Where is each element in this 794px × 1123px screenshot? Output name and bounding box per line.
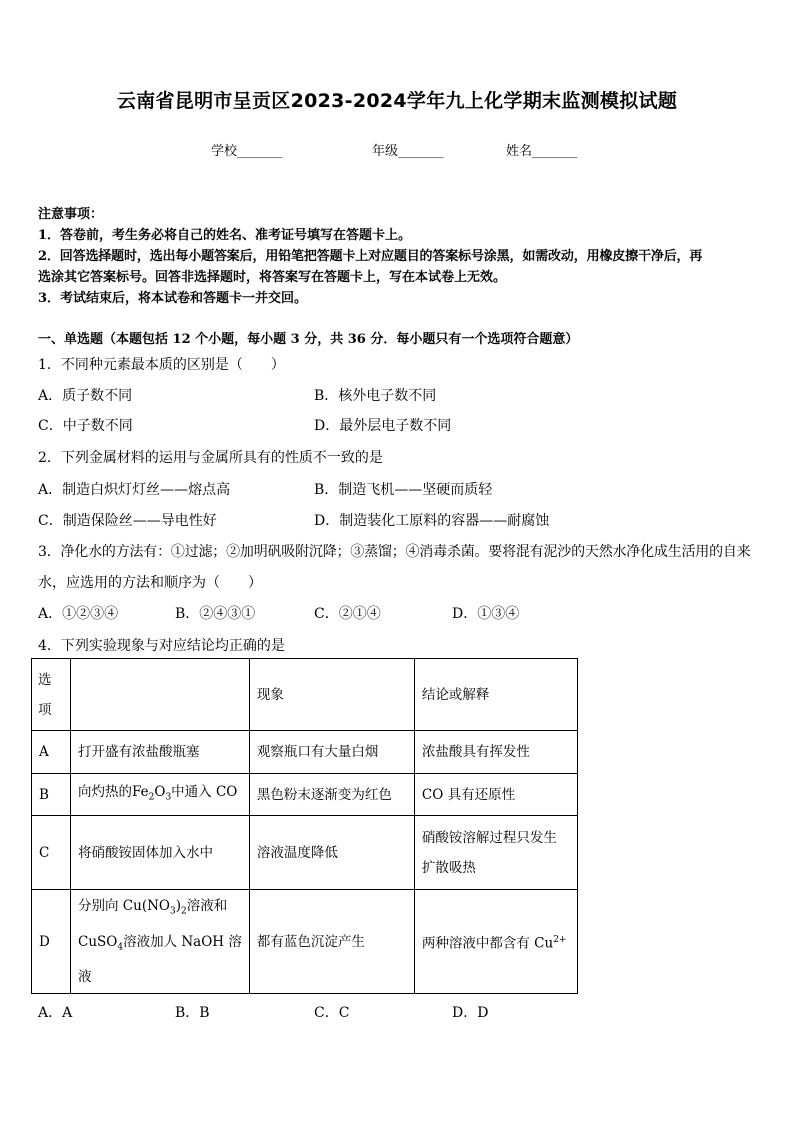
row-phenomenon: 溶液温度降低	[249, 816, 414, 890]
exam-title: 云南省昆明市呈贡区2023-2024学年九上化学期末监测模拟试题	[116, 90, 678, 112]
section-heading: 一、单选题（本题包括 12 个小题，每小题 3 分，共 36 分．每小题只有一个选项符合题意）	[38, 332, 579, 347]
row-conclusion	[414, 890, 577, 994]
formula-part: )	[175, 897, 181, 914]
grade-field: 年级_______	[372, 144, 444, 159]
question-2-stem: 2．下列金属材料的运用与金属所具有的性质不一致的是	[38, 450, 383, 466]
row-operation	[71, 774, 250, 816]
table-row	[32, 890, 578, 994]
formula-sub: 4	[117, 942, 124, 953]
table-row	[32, 774, 578, 816]
q4-option-b: B．B	[175, 1005, 210, 1021]
table-header-row	[32, 659, 578, 731]
formula-sub: 2	[180, 906, 187, 917]
q1-option-d: D．最外层电子数不同	[314, 418, 452, 434]
notes-heading: 注意事项：	[38, 207, 104, 222]
ion-charge: 2+	[553, 934, 567, 945]
row-phenomenon: 都有蓝色沉淀产生	[249, 890, 414, 994]
q2-option-c: C．制造保险丝——导电性好	[38, 513, 217, 529]
row-conclusion	[414, 816, 577, 890]
header-operation	[71, 659, 250, 731]
operation-line	[78, 891, 242, 927]
formula-sub: 3	[165, 792, 172, 803]
row-option: D	[32, 890, 71, 994]
row-conclusion: 浓盐酸具有挥发性	[414, 731, 577, 774]
header-option-line1: 选	[38, 671, 52, 688]
row-phenomenon: 观察瓶口有大量白烟	[249, 731, 414, 774]
header-option	[32, 659, 71, 731]
name-field: 姓名_______	[506, 144, 578, 159]
question-3-stem: 3．净化水的方法有：①过滤；②加明矾吸附沉降；③蒸馏；④消毒杀菌。要将混有泥沙的天然水净化成生活用的自来	[38, 544, 751, 560]
row-option: C	[32, 816, 71, 890]
school-field: 学校_______	[211, 144, 283, 159]
question-4-stem: 4．下列实验现象与对应结论均正确的是	[38, 638, 285, 654]
q1-option-b: B．核外电子数不同	[314, 388, 437, 404]
header-option-line2: 项	[38, 701, 52, 718]
question-3-stem-cont: 水，应选用的方法和顺序为（ ）	[38, 575, 262, 591]
formula-part: 中通入 CO	[171, 783, 238, 800]
header-conclusion: 结论或解释	[414, 659, 577, 731]
q2-option-a: A．制造白炽灯灯丝——熔点高	[38, 482, 231, 498]
q3-option-a: A．①②③④	[38, 606, 119, 622]
q4-option-a: A．A	[38, 1005, 73, 1021]
note-item: 2．回答选择题时，选出每小题答案后，用铅笔把答题卡上对应题目的答案标号涂黑，如需改动，用橡皮擦干净后，再	[38, 249, 703, 264]
question-1-stem: 1．不同种元素最本质的区别是（ ）	[38, 357, 285, 373]
table-row	[32, 731, 578, 774]
q3-option-c: C．②①④	[314, 606, 381, 622]
row-conclusion: CO 具有还原性	[414, 774, 577, 816]
table-row	[32, 816, 578, 890]
formula-part: 向灼热的Fe	[78, 783, 149, 800]
operation-line	[78, 927, 242, 963]
formula-part: 溶液加人 NaOH 溶	[123, 933, 242, 950]
formula-sub: 3	[169, 906, 176, 917]
q2-option-b: B．制造飞机——坚硬而质轻	[314, 482, 493, 498]
experiment-table	[31, 658, 578, 994]
row-option: A	[32, 731, 71, 774]
q2-option-d: D．制造装化工原料的容器——耐腐蚀	[314, 513, 550, 529]
row-operation	[71, 890, 250, 994]
note-item: 3．考试结束后，将本试卷和答题卡一并交回。	[38, 291, 308, 306]
row-operation: 将硝酸铵固体加入水中	[71, 816, 250, 890]
q3-option-d: D．①③④	[452, 606, 520, 622]
q4-option-c: C．C	[314, 1005, 350, 1021]
formula-part: O	[154, 783, 166, 800]
note-item: 1．答卷前，考生务必将自己的姓名、准考证号填写在答题卡上。	[38, 228, 412, 243]
formula-sub: 2	[148, 792, 155, 803]
q1-option-a: A．质子数不同	[38, 388, 133, 404]
q3-option-b: B．②④③①	[175, 606, 256, 622]
operation-line: 液	[78, 969, 92, 986]
row-option: B	[32, 774, 71, 816]
row-operation: 打开盛有浓盐酸瓶塞	[71, 731, 250, 774]
q4-option-d: D．D	[452, 1005, 489, 1021]
formula-part: CuSO	[78, 933, 118, 950]
q1-option-c: C．中子数不同	[38, 418, 133, 434]
formula-part: 溶液和	[186, 897, 228, 914]
row-phenomenon: 黑色粉末逐渐变为红色	[249, 774, 414, 816]
conclusion-line: 扩散吸热	[421, 859, 476, 876]
conclusion-part: 两种溶液中都含有 Cu	[421, 935, 554, 952]
formula-part: 分别向 Cu(NO	[78, 897, 170, 914]
conclusion-line: 硝酸铵溶解过程只发生	[421, 829, 557, 846]
note-item: 选涂其它答案标号。回答非选择题时，将答案写在答题卡上，写在本试卷上无效。	[38, 270, 507, 285]
header-phenomenon: 现象	[249, 659, 414, 731]
